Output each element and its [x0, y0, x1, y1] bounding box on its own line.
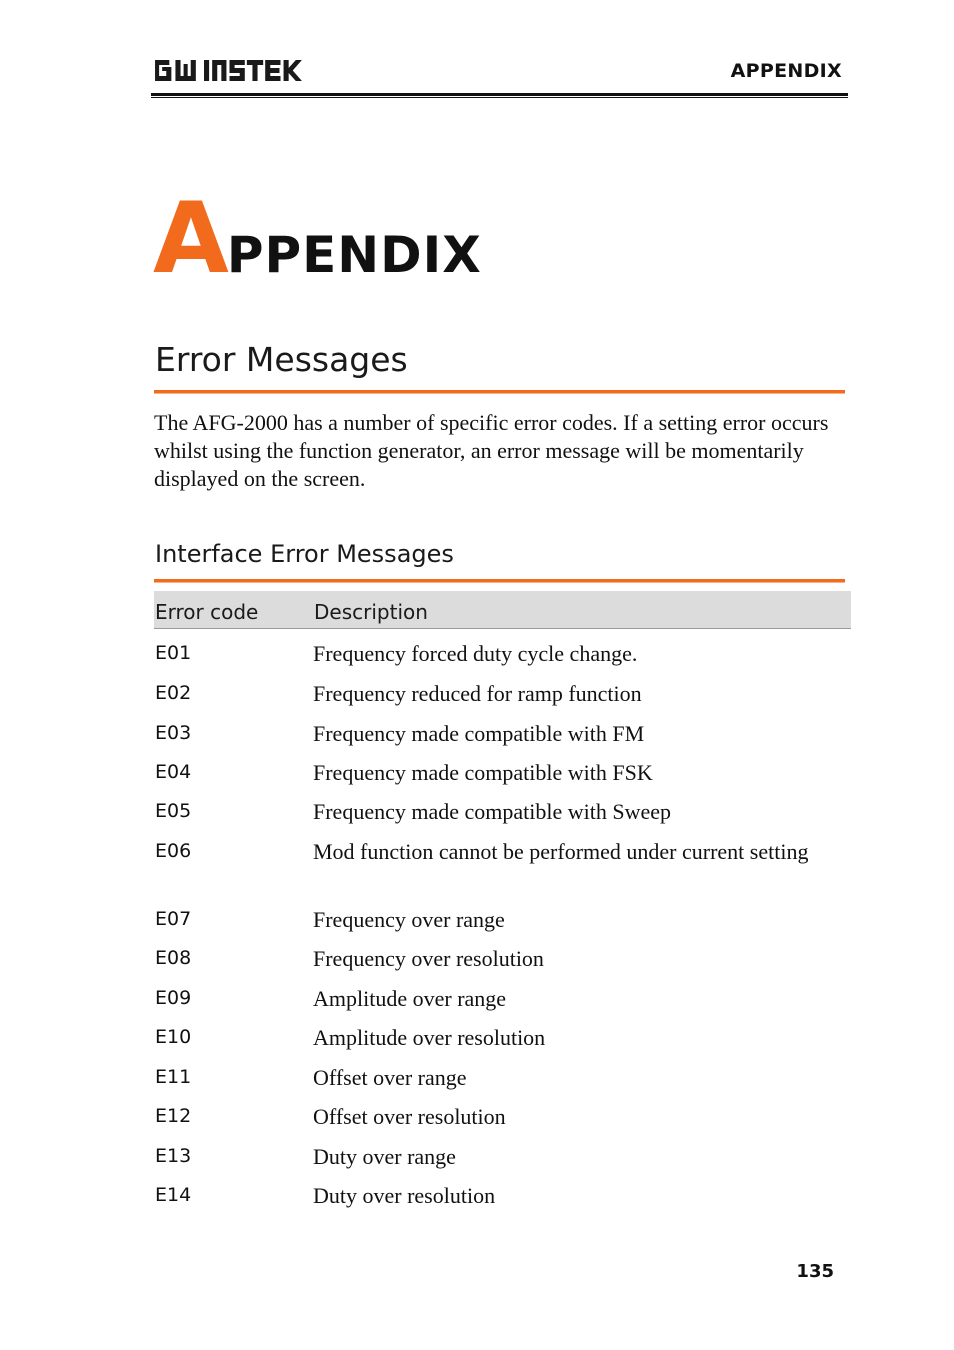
- error-description: Frequency made compatible with FM: [313, 721, 645, 746]
- error-table-header: [154, 591, 851, 629]
- error-code: E01: [155, 642, 192, 664]
- error-description: Duty over range: [313, 1144, 456, 1169]
- page-number: 135: [796, 1261, 834, 1282]
- header-section-label: APPENDIX: [730, 60, 842, 82]
- chapter-title-initial: A: [153, 182, 227, 296]
- header-divider: [151, 93, 848, 96]
- error-code: E12: [155, 1105, 192, 1127]
- column-header-description: Description: [314, 600, 428, 624]
- error-code: E02: [155, 682, 192, 704]
- intro-paragraph: The AFG-2000 has a number of specific error codes. If a setting error occurs whilst using the function generator, an error message will be momentarily displayed on the screen.: [154, 410, 829, 491]
- gw-instek-logo-graphic: [153, 52, 328, 86]
- error-code: E10: [155, 1026, 192, 1048]
- error-description: Frequency over resolution: [313, 946, 544, 971]
- subsection-heading: Interface Error Messages: [155, 540, 454, 568]
- error-description: Frequency forced duty cycle change.: [313, 641, 638, 666]
- section-divider: [154, 390, 845, 393]
- section-heading: Error Messages: [155, 340, 408, 379]
- error-description: Amplitude over range: [313, 986, 507, 1011]
- gw-instek-logo: [153, 52, 328, 86]
- error-description: Frequency made compatible with FSK: [313, 760, 653, 785]
- error-code: E11: [155, 1066, 192, 1088]
- error-description: Mod function cannot be performed under current setting: [313, 839, 809, 864]
- error-code: E06: [155, 840, 192, 862]
- error-code: E07: [155, 908, 192, 930]
- error-description: Offset over range: [313, 1065, 467, 1090]
- chapter-title: [153, 182, 482, 296]
- column-header-error-code: Error code: [155, 600, 259, 624]
- error-code: E14: [155, 1184, 192, 1206]
- subsection-divider: [154, 579, 845, 582]
- error-description: Frequency reduced for ramp function: [313, 681, 642, 706]
- error-code: E09: [155, 987, 192, 1009]
- error-code: E08: [155, 947, 192, 969]
- chapter-title-rest: PPENDIX: [226, 226, 482, 284]
- error-description: Offset over resolution: [313, 1104, 506, 1129]
- header-divider-thin: [151, 97, 848, 98]
- error-description: Frequency made compatible with Sweep: [313, 799, 672, 824]
- error-code: E05: [155, 800, 192, 822]
- error-description: Duty over resolution: [313, 1183, 496, 1208]
- error-code: E13: [155, 1145, 192, 1167]
- error-code: E04: [155, 761, 192, 783]
- error-description: Frequency over range: [313, 907, 505, 932]
- error-code: E03: [155, 722, 192, 744]
- error-description: Amplitude over resolution: [313, 1025, 546, 1050]
